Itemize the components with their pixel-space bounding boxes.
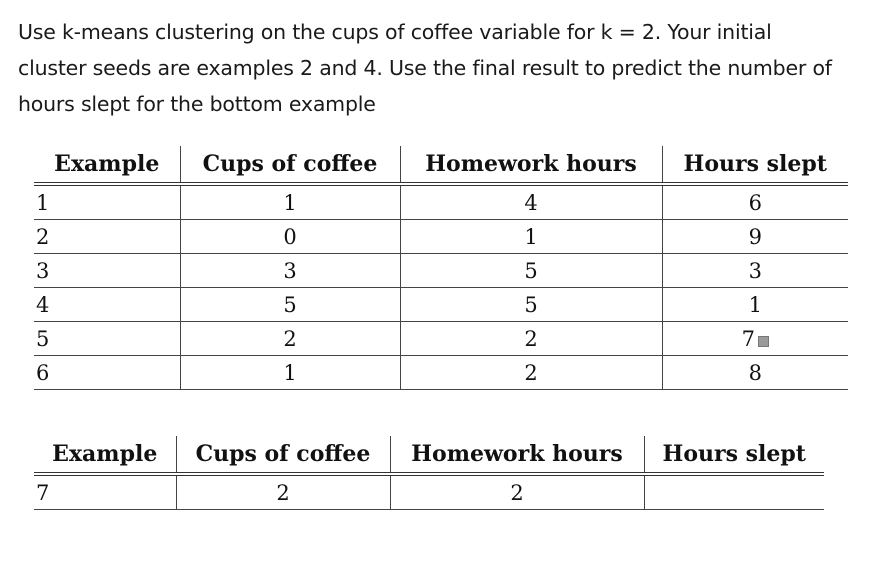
header-homework-hours: Homework hours <box>400 146 662 184</box>
cell-example: 5 <box>34 322 180 356</box>
table-header-row <box>34 146 848 184</box>
cell-slept: 9 <box>662 220 848 254</box>
cell-slept: 3 <box>662 254 848 288</box>
cell-homework: 1 <box>400 220 662 254</box>
question-line-3: hours slept for the bottom example <box>18 92 376 116</box>
table-row <box>34 288 848 322</box>
cell-homework: 2 <box>390 474 644 510</box>
table-row <box>34 322 848 356</box>
cell-homework: 5 <box>400 254 662 288</box>
cell-homework: 4 <box>400 184 662 220</box>
question-line-1: Use k-means clustering on the cups of coffee variable for k = 2. Your initial <box>18 20 772 44</box>
header-homework-hours: Homework hours <box>390 436 644 474</box>
cell-cups: 1 <box>180 356 400 390</box>
question-line-2: cluster seeds are examples 2 and 4. Use the final result to predict the number of <box>18 56 832 80</box>
cell-example: 3 <box>34 254 180 288</box>
table-row <box>34 356 848 390</box>
cell-cups: 2 <box>180 322 400 356</box>
table-row <box>34 184 848 220</box>
cell-example: 7 <box>34 474 176 510</box>
cell-homework: 5 <box>400 288 662 322</box>
cell-homework: 2 <box>400 322 662 356</box>
cell-example: 2 <box>34 220 180 254</box>
cell-cups: 0 <box>180 220 400 254</box>
table-row <box>34 220 848 254</box>
cell-slept-empty[interactable] <box>644 474 824 510</box>
cell-cups: 2 <box>176 474 390 510</box>
header-cups-of-coffee: Cups of coffee <box>176 436 390 474</box>
cell-homework: 2 <box>400 356 662 390</box>
cell-example: 4 <box>34 288 180 322</box>
cell-cups: 3 <box>180 254 400 288</box>
cell-slept: 7 <box>741 326 755 351</box>
table-row <box>34 474 824 510</box>
cell-example: 1 <box>34 184 180 220</box>
cell-handle-icon[interactable] <box>758 336 769 347</box>
cell-slept: 6 <box>662 184 848 220</box>
query-example-table <box>34 436 824 510</box>
header-hours-slept: Hours slept <box>662 146 848 184</box>
cell-cups: 5 <box>180 288 400 322</box>
header-example: Example <box>54 151 160 177</box>
cell-example: 6 <box>34 356 180 390</box>
table-header-row <box>34 436 824 474</box>
header-example: Example <box>52 441 158 467</box>
cell-slept: 8 <box>662 356 848 390</box>
cell-cups: 1 <box>180 184 400 220</box>
training-data-table <box>34 146 848 390</box>
header-hours-slept: Hours slept <box>644 436 824 474</box>
cell-slept: 1 <box>662 288 848 322</box>
question-text <box>18 14 888 122</box>
cell-slept-with-marker <box>662 322 848 356</box>
header-cups-of-coffee: Cups of coffee <box>180 146 400 184</box>
table-row <box>34 254 848 288</box>
